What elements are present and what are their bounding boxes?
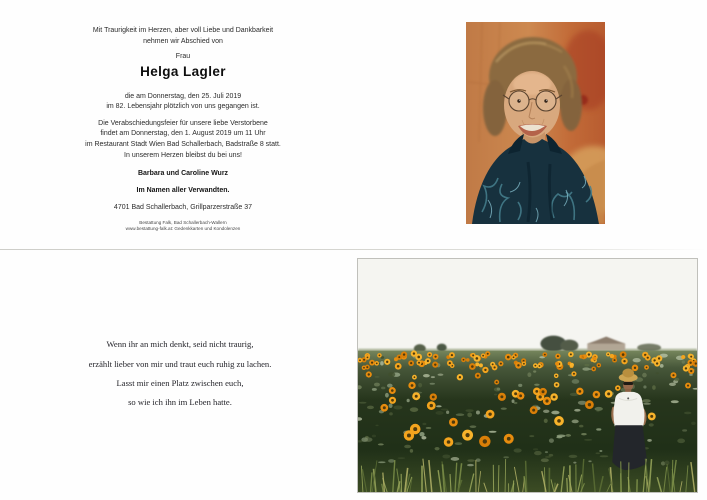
ceremony-line-2: findet am Donnerstag, den 1. August 2019 um 11 Uhr: [100, 130, 266, 137]
ceremony-line-3: im Restaurant Stadt Wien Bad Schallerbach, Badstraße 8 statt.: [85, 140, 281, 148]
salutation: Frau: [175, 53, 191, 60]
portrait-photo-graphic: [466, 22, 605, 224]
poem-line-3: Lasst mir einen Platz zwischen euch,: [116, 378, 244, 388]
poem-line-1: Wenn ihr an mich denkt, seid nicht traurig,: [106, 339, 254, 349]
farewell-line: In unserem Herzen bleibst du bei uns!: [124, 151, 242, 159]
passing-line-2: im 82. Lebensjahr plötzlich von uns gegangen ist.: [106, 103, 260, 110]
mourners-note: Im Namen aller Verwandten.: [136, 187, 230, 194]
poem-line-4: so wie ich ihn im Leben hatte.: [128, 397, 232, 407]
portrait-photo: [466, 22, 605, 224]
funeral-home-line-1: Bestattung Falk, Bad Schallerbach-Wallern: [139, 219, 227, 225]
mourners-names: Barbara und Caroline Wurz: [137, 170, 229, 177]
passing-line-1: die am Donnerstag, den 25. Juli 2019: [124, 92, 242, 100]
funeral-home-line-2: www.bestattung-falk.at: Gedenkkarten und Kondolenzen: [125, 225, 241, 231]
intro-line-2: nehmen wir Abschied von: [143, 38, 223, 45]
ceremony-line-1: Die Verabschiedungsfeier für unsere liebe Verstorbene: [98, 119, 268, 127]
sunflower-photo-graphic: [358, 259, 697, 492]
deceased-name: Helga Lagler: [140, 64, 226, 79]
address-line: 4701 Bad Schallerbach, Grillparzerstraße 37: [113, 203, 253, 211]
sunflower-field-photo: [357, 258, 698, 493]
card-fold-line: [0, 249, 707, 250]
intro-line-1: Mit Traurigkeit im Herzen, aber voll Liebe und Dankbarkeit: [92, 27, 274, 34]
poem-line-2: erzählt lieber von mir und traut euch ruhig zu lachen.: [88, 359, 272, 369]
